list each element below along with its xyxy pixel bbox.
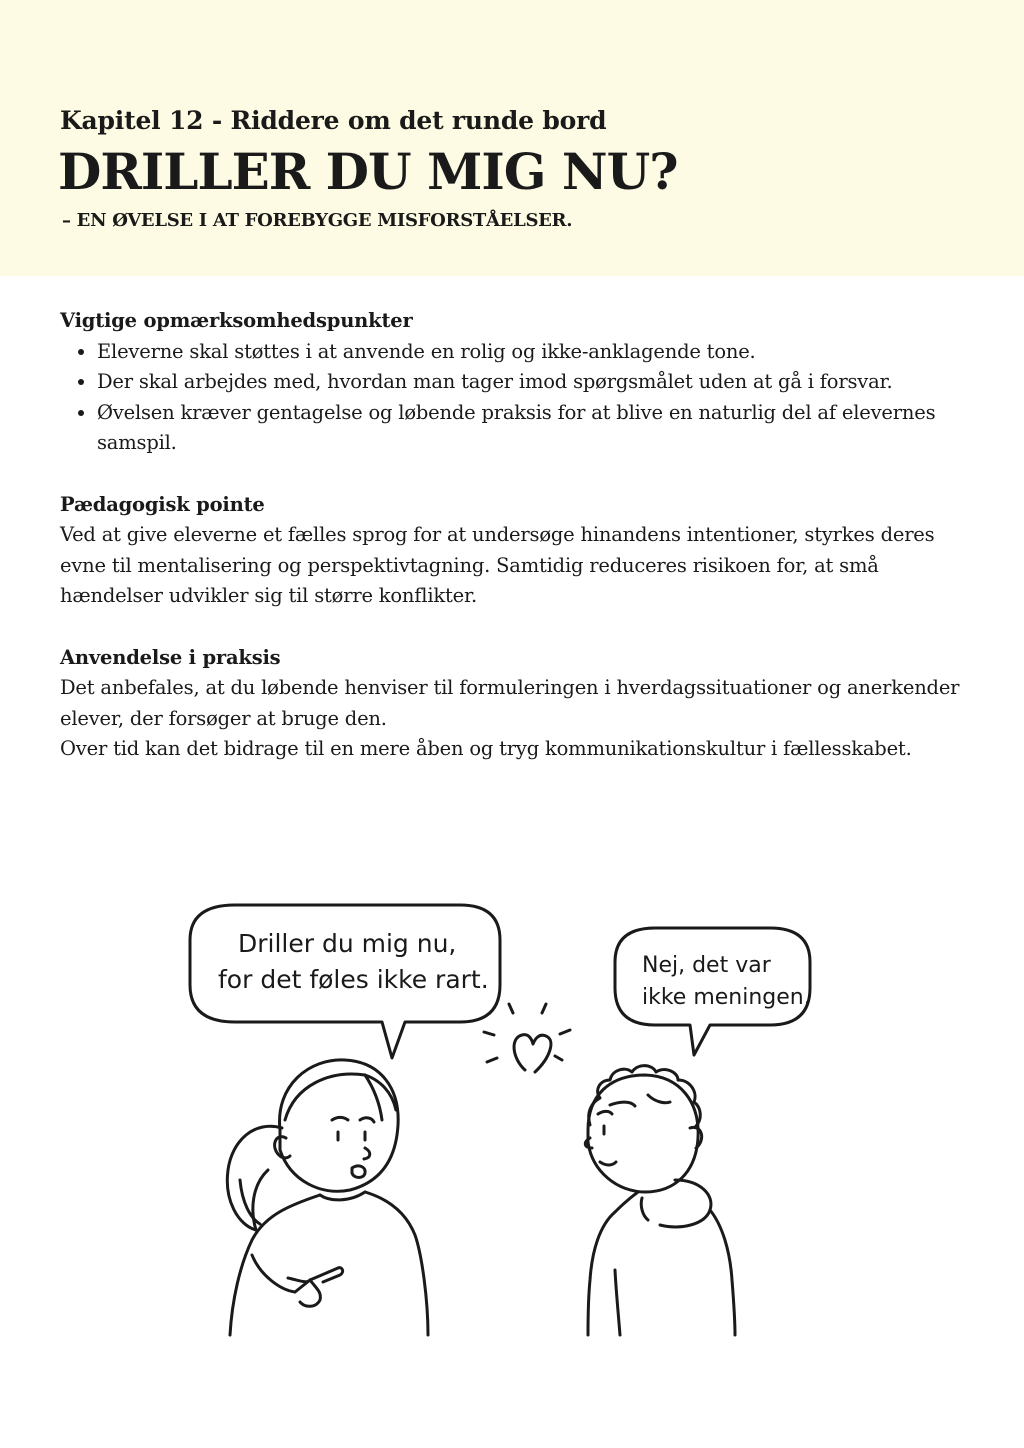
practice-text: Det anbefales, at du løbende henviser til formuleringen i hverdagssituationer og anerkender elever, der forsøger at bruge den. xyxy=(60,676,960,730)
section-heading-pedagogical: Pædagogisk pointe xyxy=(60,492,265,516)
list-item: • Der skal arbejdes med, hvordan man tager imod spørgsmålet uden at gå i forsvar. xyxy=(97,367,980,398)
boy-speech-line-1: Nej, det var xyxy=(642,953,771,978)
boy-speech-line-2: ikke meningen. xyxy=(642,985,811,1010)
attention-list xyxy=(60,337,980,459)
list-item: • Eleverne skal støttes i at anvende en rolig og ikke-anklagende tone. xyxy=(97,337,980,368)
section-practice xyxy=(60,643,980,765)
page-title: DRILLER DU MIG NU? xyxy=(58,142,678,201)
heart-icon xyxy=(514,1035,551,1072)
section-pedagogical-point xyxy=(60,490,980,612)
girl-speech-line-2: for det føles ikke rart. xyxy=(218,965,489,994)
boy-hoodie xyxy=(615,1192,638,1212)
section-attention-points xyxy=(60,306,980,459)
page-subtitle: – EN ØVELSE I AT FOREBYGGE MISFORSTÅELSER. xyxy=(62,210,573,231)
section-heading-attention: Vigtige opmærksomhedspunkter xyxy=(60,309,413,332)
comic-illustration xyxy=(160,880,860,1360)
header-banner xyxy=(0,0,1024,276)
girl-head xyxy=(280,1060,399,1191)
girl-speech-line-1: Driller du mig nu, xyxy=(238,929,457,958)
section-heading-practice: Anvendelse i praksis xyxy=(60,645,281,669)
pedagogical-text: Ved at give eleverne et fælles sprog for at undersøge hinandens intentioner, styrkes deres evne til mentalisering og perspektivtagning. Samtidig reduceres risikoen for, at små hændelser udvikler sig til større konflikter. xyxy=(60,523,935,607)
list-item: • Øvelsen kræver gentagelse og løbende praksis for at blive en naturlig del af elevernes samspil. xyxy=(97,398,980,459)
chapter-label: Kapitel 12 - Riddere om det runde bord xyxy=(60,106,607,135)
comic-drawing xyxy=(160,880,860,1360)
girl-body xyxy=(230,1195,320,1335)
main-content xyxy=(60,306,980,765)
practice-text-2: Over tid kan det bidrage til en mere åben og tryg kommunikationskultur i fællesskabet. xyxy=(60,737,912,760)
